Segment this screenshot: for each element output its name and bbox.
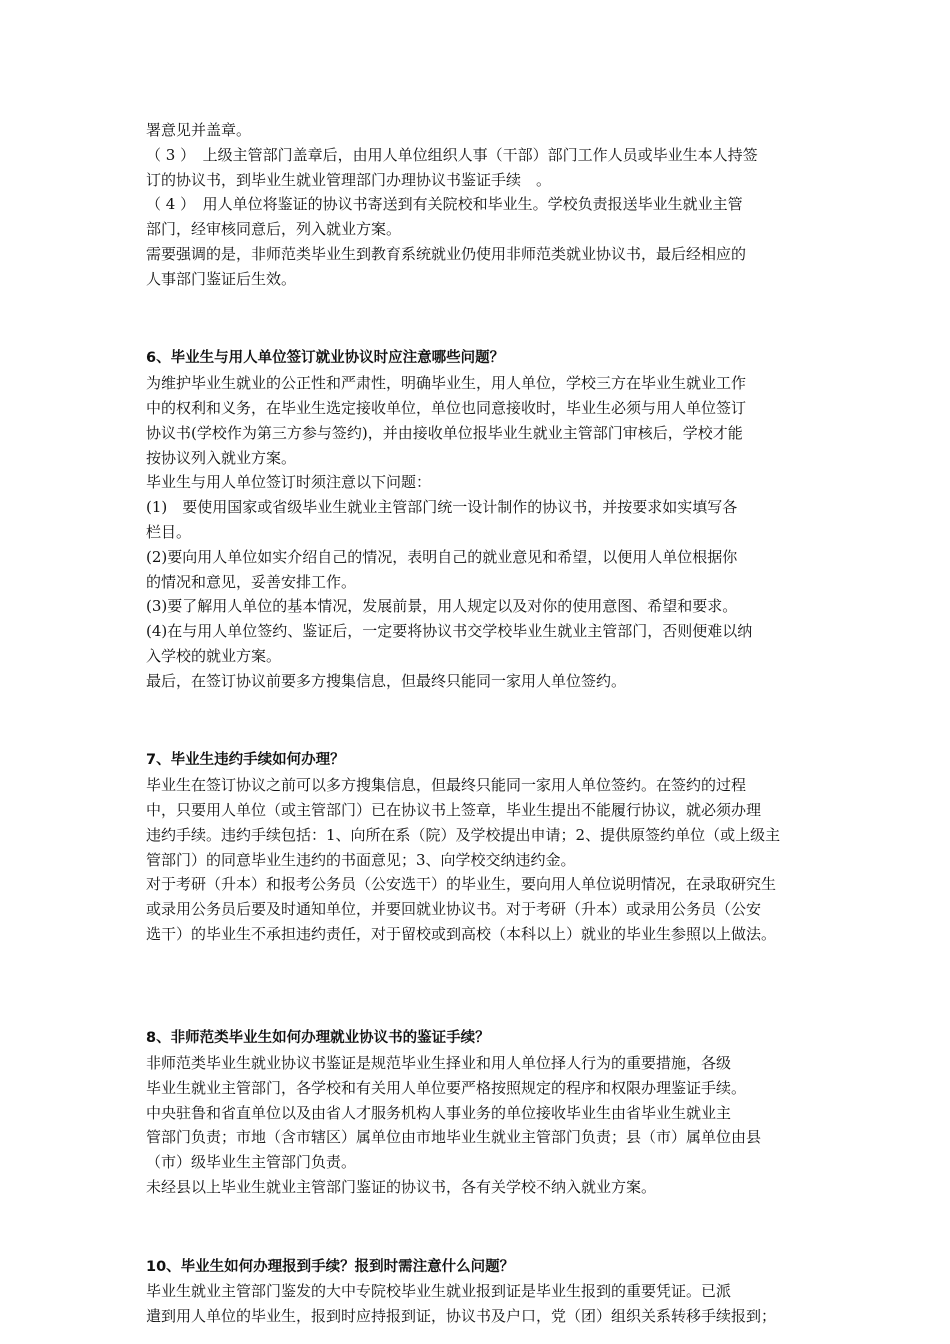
text-line: (2)要向用人单位如实介绍自己的情况，表明自己的就业意见和希望，以便用人单位根据你 [146,547,738,566]
text-line: （ 3 ） 上级主管部门盖章后，由用人单位组织人事（干部）部门工作人员或毕业生本人持签 [146,145,758,164]
text-line: 管部门负责；市地（含市辖区）属单位由市地毕业生就业主管部门负责；县（市）属单位由县 [146,1128,762,1147]
paragraph-gap [146,709,821,734]
text-line: 部门，经审核同意后，列入就业方案。 [146,220,402,239]
text-line: 最后，在签订协议前要多方搜集信息，但最终只能同一家用人单位签约。 [146,671,627,690]
text-line: 协议书(学校作为第三方参与签约)，并由接收单位报毕业生就业主管部门审核后，学校才能 [146,423,743,442]
text-line: （市）级毕业生主管部门负责。 [146,1153,357,1172]
section-heading: 8、非师范类毕业生如何办理就业协议书的鉴证手续？ [146,1030,490,1047]
text-line: 毕业生在签订协议之前可以多方搜集信息，但最终只能同一家用人单位签约。在签约的过程 [146,776,747,795]
text-line: （ 4 ） 用人单位将鉴证的协议书寄送到有关院校和毕业生。学校负责报送毕业生就业主管 [146,195,743,214]
text-line: 毕业生就业主管部门，各学校和有关用人单位要严格按照规定的程序和权限办理鉴证手续。 [146,1078,747,1097]
text-line: 非师范类毕业生就业协议书鉴证是规范毕业生择业和用人单位择人行为的重要措施，各级 [146,1054,732,1073]
text-line: 管部门）的同意毕业生违约的书面意见；3、向学校交纳违约金。 [146,850,576,869]
text-line: 未经县以上毕业生就业主管部门鉴证的协议书，各有关学校不纳入就业方案。 [146,1178,657,1197]
text-line: 人事部门鉴证后生效。 [146,269,297,288]
text-line: 栏目。 [146,522,192,541]
text-line: 毕业生就业主管部门鉴发的大中专院校毕业生就业报到证是毕业生报到的重要凭证。已派 [146,1282,732,1301]
text-line: (3)要了解用人单位的基本情况，发展前景，用人规定以及对你的使用意图、希望和要求。 [146,597,738,616]
text-line: 按协议列入就业方案。 [146,448,297,467]
section-heading: 10、毕业生如何办理报到手续？报到时需注意什么问题？ [146,1258,515,1275]
text-line: 选干）的毕业生不承担违约责任，对于留校或到高校（本科以上）就业的毕业生参照以上做法。 [146,924,777,943]
text-line: (1) 要使用国家或省级毕业生就业主管部门统一设计制作的协议书，并按要求如实填写各 [146,498,738,517]
text-line: 对于考研（升本）和报考公务员（公安选干）的毕业生，要向用人单位说明情况，在录取研究生 [146,875,777,894]
text-line: 违约手续。违约手续包括：1、向所在系（院）及学校提出申请；2、提供原签约单位（或上级主 [146,825,781,844]
paragraph-gap [146,1215,821,1240]
text-line: 中央驻鲁和省直单位以及由省人才服务机构人事业务的单位接收毕业生由省毕业生就业主 [146,1103,732,1122]
text-line: 中，只要用人单位（或主管部门）已在协议书上签章，毕业生提出不能履行协议，就必须办理 [146,800,762,819]
text-line: 遣到用人单位的毕业生，报到时应持报到证，协议书及户口，党（团）组织关系转移手续报到； [146,1307,777,1326]
paragraph-gap [146,307,821,332]
section-heading: 7、毕业生违约手续如何办理？ [146,752,345,769]
section-heading: 6、毕业生与用人单位签订就业协议时应注意哪些问题？ [146,350,505,367]
text-line: 入学校的就业方案。 [146,646,282,665]
paragraph-gap [146,962,821,1012]
text-line: 署意见并盖章。 [146,121,252,139]
text-line: 或录用公务员后要及时通知单位，并要回就业协议书。对于考研（升本）或录用公务员（公安 [146,900,762,919]
text-line: 需要强调的是，非师范类毕业生到教育系统就业仍使用非师范类就业协议书，最后经相应的 [146,244,747,263]
text-line: 订的协议书，到毕业生就业管理部门办理协议书鉴证手续 。 [146,170,552,189]
text-line: 的情况和意见，妥善安排工作。 [146,572,357,591]
text-line: 毕业生与用人单位签订时须注意以下问题： [146,473,432,492]
text-line: 中的权利和义务，在毕业生选定接收单位，单位也同意接收时，毕业生必须与用人单位签订 [146,398,747,417]
text-line: (4)在与用人单位签约、鉴证后，一定要将协议书交学校毕业生就业主管部门，否则便难以纳 [146,622,753,641]
text-line: 为维护毕业生就业的公正性和严肃性，明确毕业生，用人单位，学校三方在毕业生就业工作 [146,374,747,393]
document-page [146,118,821,1329]
